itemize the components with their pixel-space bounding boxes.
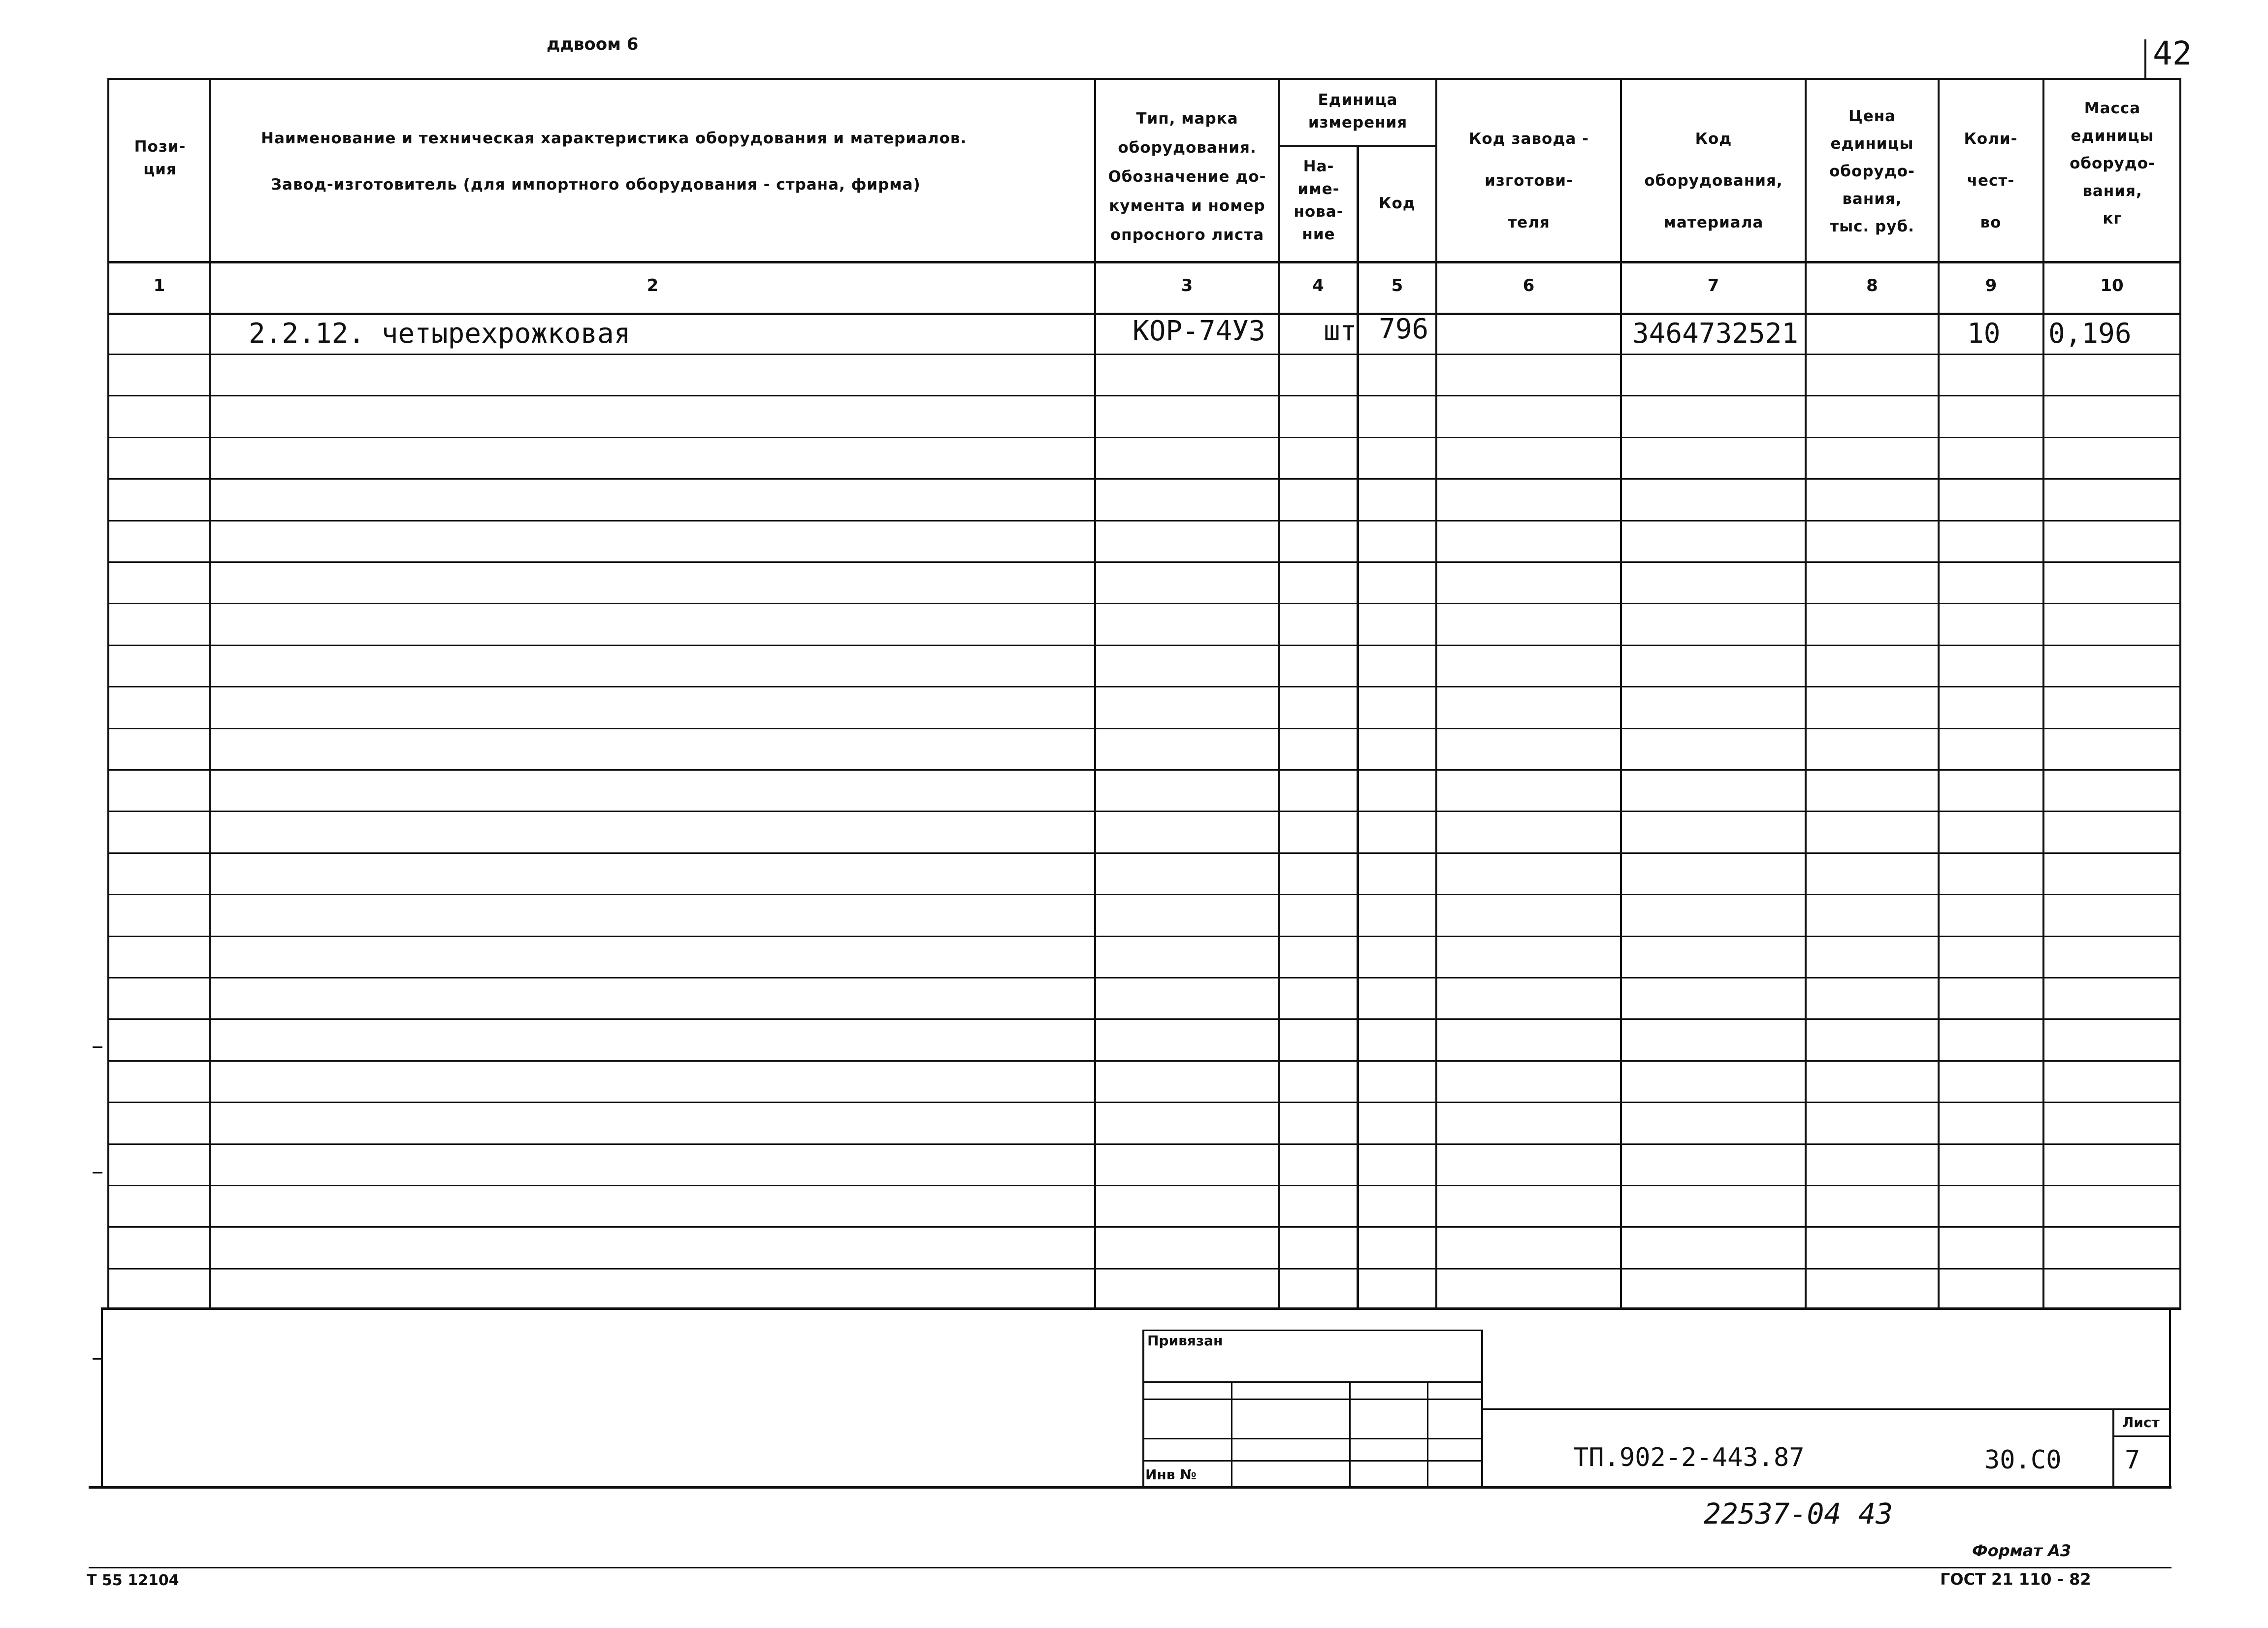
col-num-4: 4 [1312, 276, 1324, 295]
row-line [107, 1226, 2181, 1228]
col-num-2: 2 [647, 276, 659, 295]
row-line [107, 478, 2181, 480]
header-unit-name: На- име- нова- ние [1294, 158, 1344, 243]
col-num-3: 3 [1181, 276, 1193, 295]
col-num-8: 8 [1866, 276, 1878, 295]
header-price: Цена единицы оборудо- вания, тыс. руб. [1829, 107, 1915, 235]
margin-tick [93, 1358, 102, 1360]
cell-name: 2.2.12. четырехрожковая [249, 318, 631, 350]
row-line [107, 811, 2181, 812]
cell-unit-name: шт [1324, 315, 1357, 347]
header-name-line1: Наименование и техническая характеристика оборудования и материалов. [261, 130, 967, 147]
row-line [107, 977, 2181, 978]
format-label: Формат А3 [1972, 1541, 2072, 1560]
row-line [107, 894, 2181, 895]
cell-equipment-code: 3464732521 [1632, 318, 1799, 350]
row-line [107, 1102, 2181, 1103]
header-unit-code: Код [1379, 195, 1416, 212]
row-line [107, 936, 2181, 937]
row-line [107, 852, 2181, 854]
row-line [107, 1185, 2181, 1186]
section-code: 30.С0 [1984, 1445, 2062, 1475]
header-name-line2: Завод-изготовитель (для импортного оборудования - страна, фирма) [271, 176, 921, 194]
page-number: 42 [2153, 34, 2192, 72]
header-quantity: Коли- чест- во [1964, 130, 2018, 231]
header-equipment-code: Код оборудования, материала [1644, 130, 1783, 231]
handwritten-number: 22537-04 43 [1704, 1497, 1893, 1530]
row-line [107, 769, 2181, 771]
header-plant-code: Код завода - изготови- теля [1469, 130, 1589, 231]
cell-mass: 0,196 [2048, 318, 2132, 350]
inventory-label: Инв № [1145, 1466, 1197, 1483]
row-line [107, 520, 2181, 521]
attached-label: Привязан [1147, 1333, 1223, 1349]
document-code: ТП.902-2-443.87 [1573, 1443, 1805, 1472]
row-line [107, 645, 2181, 646]
row-line [107, 395, 2181, 396]
col-num-6: 6 [1523, 276, 1535, 295]
gost-label: ГОСТ 21 110 - 82 [1940, 1570, 2091, 1589]
row-line [107, 561, 2181, 563]
header-position: Пози- ция [134, 138, 186, 178]
top-stamp: ддвоом 6 [547, 34, 639, 54]
col-num-9: 9 [1985, 276, 1997, 295]
header-unit-group: Единица измерения [1308, 91, 1408, 131]
col-num-7: 7 [1707, 276, 1719, 295]
row-line [107, 437, 2181, 438]
col-num-10: 10 [2100, 276, 2124, 295]
header-type: Тип, марка оборудования. Обозначение до- кумента и номер опросного листа [1108, 110, 1266, 244]
cell-type: КОР-74У3 [1133, 315, 1265, 347]
row-line [107, 686, 2181, 687]
col-num-5: 5 [1391, 276, 1403, 295]
col-num-1: 1 [153, 276, 165, 295]
row-line [107, 1018, 2181, 1020]
sheet-label: Лист [2122, 1414, 2160, 1431]
header-mass: Масса единицы оборудо- вания, кг [2070, 99, 2155, 228]
bottom-left-code: Т 55 12104 [87, 1572, 179, 1589]
page-number-divider [2144, 39, 2146, 79]
row-line [107, 1143, 2181, 1145]
margin-tick [93, 1046, 102, 1048]
cell-unit-code: 796 [1379, 313, 1429, 345]
row-line [107, 354, 2181, 355]
cell-quantity: 10 [1967, 318, 2001, 350]
row-line [107, 603, 2181, 604]
row-line [107, 1060, 2181, 1062]
row-line [107, 1268, 2181, 1270]
margin-tick [93, 1172, 102, 1173]
sheet-number: 7 [2125, 1445, 2140, 1475]
bottom-frame-line [89, 1567, 2171, 1568]
row-line [107, 728, 2181, 729]
